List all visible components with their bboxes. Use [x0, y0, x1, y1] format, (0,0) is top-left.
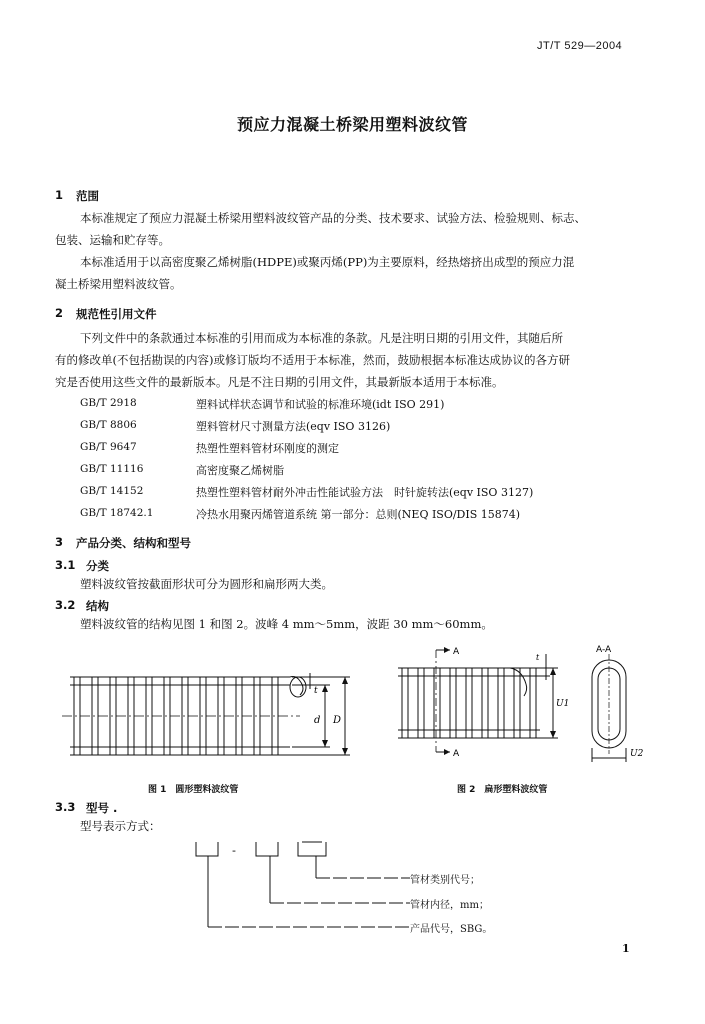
section-2-number: 2 — [55, 306, 64, 320]
figure-2-label-U1: U1 — [556, 699, 570, 709]
figure-2-label-U2: U2 — [630, 749, 644, 759]
section-3-1-heading: 分类 — [86, 559, 109, 573]
page-number: 1 — [622, 942, 630, 955]
reference-code: GB/T 18742.1 — [80, 507, 154, 519]
section-3-2-text: 塑料波纹管的结构见图 1 和图 2。波峰 4 mm～5mm，波距 30 mm～60mm。 — [80, 617, 493, 631]
section-3-number: 3 — [55, 535, 64, 549]
reference-code: GB/T 8806 — [80, 419, 137, 431]
reference-code: GB/T 14152 — [80, 485, 144, 497]
standard-number: JT/T 529—2004 — [537, 40, 623, 52]
figure-2-label-A-bottom: A — [453, 749, 460, 759]
section-3-heading: 产品分类、结构和型号 — [76, 536, 191, 550]
model-code-item-2: 管材内径，mm； — [410, 900, 489, 911]
reference-title: 热塑性塑料管材耐外冲击性能试验方法 时针旋转法(eqv ISO 3127) — [196, 486, 534, 499]
figure-1-label-d: d — [314, 715, 321, 726]
reference-title: 高密度聚乙烯树脂 — [196, 464, 284, 477]
figure-2-drawing — [390, 640, 650, 765]
reference-code: GB/T 2918 — [80, 397, 137, 409]
figure-2-label-A-top: A — [453, 647, 460, 657]
section-1-heading: 范围 — [76, 189, 99, 203]
section-3-2-number: 3.2 — [55, 598, 76, 612]
section-2-para-line3: 究是否使用这些文件的最新版本。凡是不注日期的引用文件，其最新版本适用于本标准。 — [55, 375, 504, 389]
model-code-item-1: 管材类别代号； — [410, 875, 480, 886]
section-3-1-number: 3.1 — [55, 558, 76, 572]
section-1-para2-line1: 本标准适用于以高密度聚乙烯树脂(HDPE)或聚丙烯(PP)为主要原料，经热熔挤出成型的预应力混 — [80, 255, 575, 269]
figure-1-caption: 图 1 圆形塑料波纹管 — [148, 785, 239, 795]
reference-title: 塑料试样状态调节和试验的标准环境(idt ISO 291) — [196, 398, 445, 411]
figure-2-caption: 图 2 扁形塑料波纹管 — [457, 785, 548, 795]
figure-1-drawing — [60, 655, 360, 770]
section-3-3-number: 3.3 — [55, 800, 76, 814]
reference-code: GB/T 9647 — [80, 441, 137, 453]
figure-1-label-D: D — [333, 715, 342, 726]
section-1-number: 1 — [55, 188, 64, 202]
reference-title: 塑料管材尺寸测量方法(eqv ISO 3126) — [196, 420, 391, 433]
section-3-1-text: 塑料波纹管按截面形状可分为圆形和扁形两大类。 — [80, 577, 333, 591]
reference-code: GB/T 11116 — [80, 463, 144, 475]
section-3-3-heading: 型号 . — [86, 801, 118, 815]
section-2-para-line2: 有的修改单(不包括勘误的内容)或修订版均不适用于本标准，然而，鼓励根据本标准达成协议的各方研 — [55, 353, 570, 367]
reference-title: 冷热水用聚丙烯管道系统 第一部分：总则(NEQ ISO/DIS 15874) — [196, 508, 521, 521]
section-2-para-line1: 下列文件中的条款通过本标准的引用而成为本标准的条款。凡是注明日期的引用文件，其随后所 — [80, 331, 563, 345]
model-code-dash: - — [232, 844, 236, 857]
section-1-para2-line2: 凝土桥梁用塑料波纹管。 — [55, 277, 182, 291]
figure-2-section-label: A-A — [596, 645, 612, 655]
figure-2-label-t: t — [536, 653, 540, 662]
section-1-para1-line1: 本标准规定了预应力混凝土桥梁用塑料波纹管产品的分类、技术要求、试验方法、检验规则、标志、 — [80, 211, 586, 225]
model-code-item-3: 产品代号，SBG。 — [410, 924, 493, 935]
reference-title: 热塑性塑料管材环刚度的测定 — [196, 442, 339, 455]
figure-1-label-t: t — [314, 686, 318, 696]
section-3-2-heading: 结构 — [86, 599, 109, 613]
model-code-diagram — [190, 838, 420, 938]
section-3-3-text: 型号表示方式： — [80, 819, 161, 833]
section-2-heading: 规范性引用文件 — [76, 307, 157, 321]
section-1-para1-line2: 包装、运输和贮存等。 — [55, 233, 170, 247]
page-title: 预应力混凝土桥梁用塑料波纹管 — [236, 115, 468, 134]
